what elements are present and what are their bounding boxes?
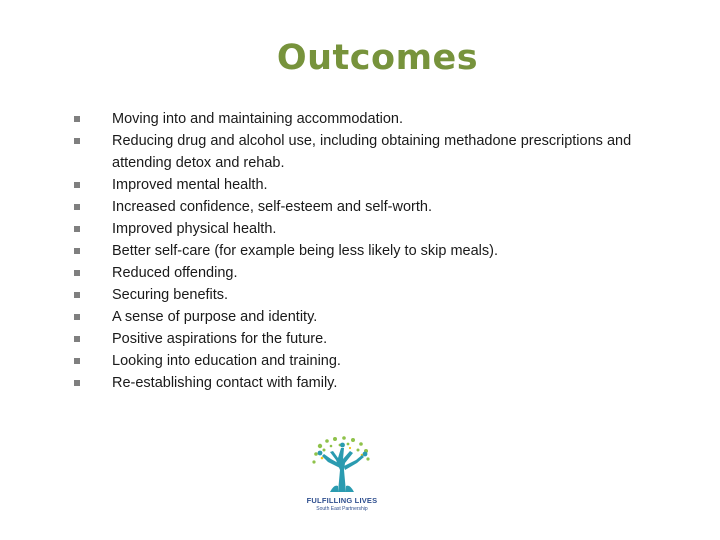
list-item [74,174,674,196]
bullet-marker [74,292,80,298]
list-item [74,240,674,262]
list-item [74,108,674,130]
bullet-marker [74,182,80,188]
list-item [74,218,674,240]
list-item-text: Positive aspirations for the future. [112,331,328,347]
bullet-marker [74,336,80,342]
slide-title: Outcomes [276,38,479,78]
logo-subtitle: South East Partnership [316,506,368,512]
list-item-text: Securing benefits. [112,287,229,303]
bullet-marker [74,314,80,320]
bullet-marker [74,204,80,210]
list-item [74,262,674,284]
bullet-marker [74,358,80,364]
list-item-text: Increased confidence, self-esteem and self-worth. [112,199,432,215]
list-item-text: Looking into education and training. [112,353,341,369]
bullet-marker [74,380,80,386]
logo-name: FULFILLING LIVES [306,496,378,505]
list-item-text: Improved mental health. [112,177,268,193]
list-item-text: Reducing drug and alcohol use, including obtaining methadone prescriptions and attending detox and rehab. [112,133,632,171]
fulfilling-lives-logo [300,436,384,520]
bullet-marker [74,138,80,144]
list-item [74,284,674,306]
outcomes-list [74,108,674,394]
tree-people-icon [300,436,384,496]
list-item [74,196,674,218]
list-item-text: Better self-care (for example being less likely to skip meals). [112,243,499,259]
bullet-marker [74,226,80,232]
list-item-text: Re-establishing contact with family. [112,375,338,391]
list-item [74,130,674,174]
list-item [74,350,674,372]
list-item-text: Moving into and maintaining accommodation. [112,111,403,127]
list-item-text: Improved physical health. [112,221,277,237]
list-item [74,306,674,328]
list-item-text: Reduced offending. [112,265,238,281]
bullet-marker [74,248,80,254]
bullet-marker [74,116,80,122]
list-item [74,372,674,394]
bullet-marker [74,270,80,276]
list-item [74,328,674,350]
list-item-text: A sense of purpose and identity. [112,309,318,325]
